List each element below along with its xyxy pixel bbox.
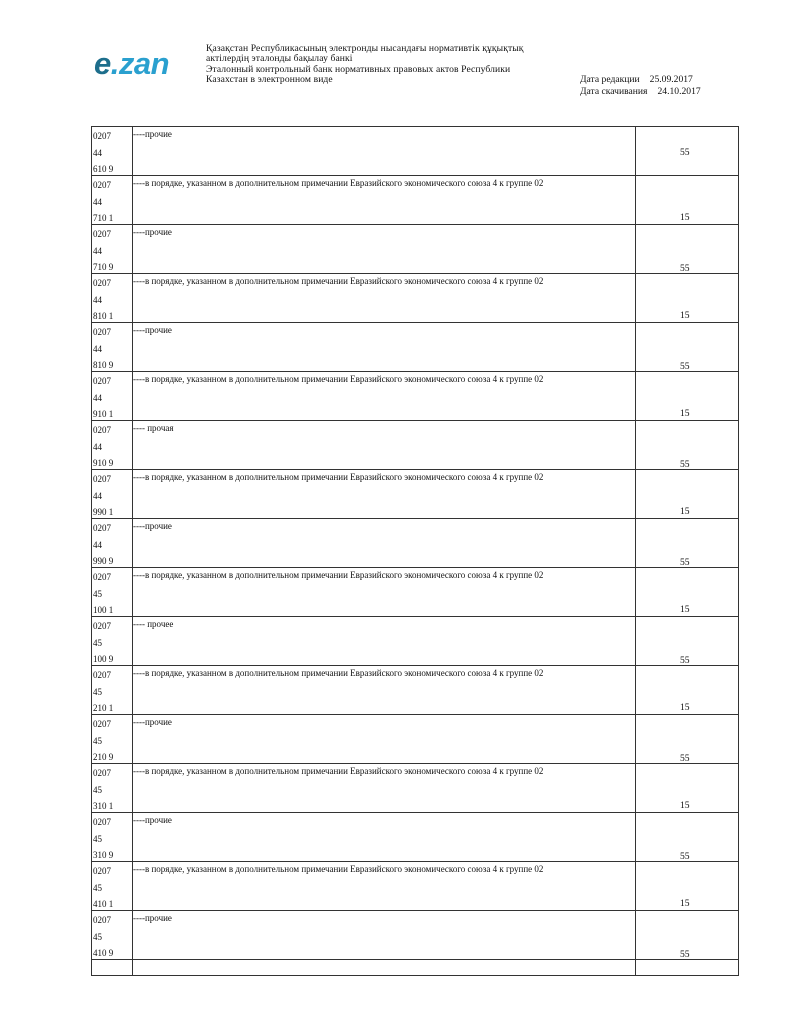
table-row xyxy=(92,176,738,225)
code-part: 0207 xyxy=(93,425,111,435)
rate-cell xyxy=(636,666,738,714)
code-part: 0207 xyxy=(93,768,111,778)
header-title-block xyxy=(206,44,566,86)
rate-value: 55 xyxy=(680,557,690,568)
description-cell: ----прочие xyxy=(133,519,636,567)
tariff-table xyxy=(91,126,739,976)
code-cell xyxy=(92,323,133,371)
description-cell: ----прочие xyxy=(133,715,636,763)
description-cell: ----прочие xyxy=(133,323,636,371)
code-part: 44 xyxy=(93,539,102,550)
table-row xyxy=(92,666,738,715)
rate-cell xyxy=(636,911,738,959)
rate-cell xyxy=(636,421,738,469)
table-row xyxy=(92,127,738,176)
description-cell: ----прочие xyxy=(133,813,636,861)
description-cell: ----в порядке, указанном в дополнительном примечании Евразийского экономического союза 4 к группе 02 xyxy=(133,764,636,812)
empty-cell xyxy=(92,960,133,975)
description-cell: ----в порядке, указанном в дополнительном примечании Евразийского экономического союза 4 к группе 02 xyxy=(133,372,636,420)
code-part: 0207 xyxy=(93,278,111,288)
description-cell: ----прочие xyxy=(133,225,636,273)
code-part: 45 xyxy=(93,931,102,942)
code-part: 910 9 xyxy=(93,458,114,468)
code-part: 0207 xyxy=(93,719,111,729)
description-cell: ----в порядке, указанном в дополнительном примечании Евразийского экономического союза 4 к группе 02 xyxy=(133,176,636,224)
code-part: 610 9 xyxy=(93,164,114,174)
code-cell xyxy=(92,421,133,469)
code-part: 0207 xyxy=(93,474,111,484)
rate-value: 55 xyxy=(680,263,690,274)
code-cell xyxy=(92,666,133,714)
rate-cell xyxy=(636,617,738,665)
code-cell xyxy=(92,176,133,224)
rate-value: 55 xyxy=(680,655,690,666)
header-line: Қазақстан Республикасының электронды нысандағы нормативтік құқықтық xyxy=(206,43,524,54)
code-part: 910 1 xyxy=(93,409,114,419)
code-part: 0207 xyxy=(93,670,111,680)
code-part: 810 1 xyxy=(93,311,114,321)
code-part: 45 xyxy=(93,784,102,795)
code-cell xyxy=(92,911,133,959)
code-part: 310 1 xyxy=(93,801,114,811)
header-line: актілердің эталонды бақылау банкі xyxy=(206,53,353,65)
code-part: 45 xyxy=(93,735,102,746)
code-part: 210 9 xyxy=(93,752,114,762)
description-cell: ---- прочее xyxy=(133,617,636,665)
rate-value: 15 xyxy=(680,898,690,909)
code-cell xyxy=(92,225,133,273)
rate-cell xyxy=(636,715,738,763)
table-row xyxy=(92,225,738,274)
table-row xyxy=(92,715,738,764)
code-cell xyxy=(92,617,133,665)
download-date-label: Дата скачивания xyxy=(580,86,648,97)
download-date-value: 24.10.2017 xyxy=(657,86,701,97)
code-part: 0207 xyxy=(93,131,111,141)
code-part: 0207 xyxy=(93,866,111,876)
code-cell xyxy=(92,519,133,567)
rate-value: 55 xyxy=(680,851,690,862)
rate-value: 15 xyxy=(680,408,690,419)
code-part: 710 9 xyxy=(93,262,114,272)
code-part: 44 xyxy=(93,196,102,207)
code-part: 45 xyxy=(93,588,102,599)
code-part: 0207 xyxy=(93,376,111,386)
code-part: 0207 xyxy=(93,572,111,582)
rate-cell xyxy=(636,519,738,567)
table-row xyxy=(92,813,738,862)
rate-cell xyxy=(636,225,738,273)
code-part: 0207 xyxy=(93,523,111,533)
rate-cell xyxy=(636,568,738,616)
rate-value: 15 xyxy=(680,604,690,615)
code-part: 44 xyxy=(93,245,102,256)
rate-value: 55 xyxy=(680,361,690,372)
rate-cell xyxy=(636,323,738,371)
edit-date-value: 25.09.2017 xyxy=(649,74,693,85)
code-part: 44 xyxy=(93,294,102,305)
rate-value: 55 xyxy=(680,459,690,470)
rate-value: 55 xyxy=(680,949,690,960)
code-cell xyxy=(92,764,133,812)
code-part: 0207 xyxy=(93,180,111,190)
code-cell xyxy=(92,470,133,518)
code-cell xyxy=(92,568,133,616)
code-part: 45 xyxy=(93,637,102,648)
logo-e: e xyxy=(94,46,111,81)
description-cell: ----в порядке, указанном в дополнительном примечании Евразийского экономического союза 4 к группе 02 xyxy=(133,274,636,322)
rate-value: 55 xyxy=(680,147,690,158)
description-cell: ----в порядке, указанном в дополнительном примечании Евразийского экономического союза 4 к группе 02 xyxy=(133,862,636,910)
code-part: 0207 xyxy=(93,621,111,631)
code-part: 0207 xyxy=(93,229,111,239)
table-row xyxy=(92,568,738,617)
rate-cell xyxy=(636,372,738,420)
code-part: 210 1 xyxy=(93,703,114,713)
rate-cell xyxy=(636,862,738,910)
table-row xyxy=(92,372,738,421)
code-cell xyxy=(92,127,133,175)
table-row xyxy=(92,911,738,960)
code-part: 810 9 xyxy=(93,360,114,370)
rate-cell xyxy=(636,176,738,224)
description-cell: ---- прочая xyxy=(133,421,636,469)
code-part: 45 xyxy=(93,882,102,893)
header-dates xyxy=(580,74,701,98)
code-part: 44 xyxy=(93,147,102,158)
code-part: 45 xyxy=(93,833,102,844)
code-part: 410 9 xyxy=(93,948,114,958)
code-part: 0207 xyxy=(93,327,111,337)
code-part: 100 1 xyxy=(93,605,114,615)
code-part: 410 1 xyxy=(93,899,114,909)
logo-zan: zan xyxy=(118,46,170,81)
rate-cell xyxy=(636,127,738,175)
code-cell xyxy=(92,715,133,763)
code-part: 990 9 xyxy=(93,556,114,566)
rate-value: 15 xyxy=(680,212,690,223)
table-row xyxy=(92,764,738,813)
description-cell: ----прочие xyxy=(133,127,636,175)
rate-value: 55 xyxy=(680,753,690,764)
table-row xyxy=(92,519,738,568)
description-cell: ----прочие xyxy=(133,911,636,959)
code-cell xyxy=(92,274,133,322)
code-part: 44 xyxy=(93,441,102,452)
code-part: 45 xyxy=(93,686,102,697)
logo-dot: . xyxy=(110,46,119,81)
description-cell: ----в порядке, указанном в дополнительном примечании Евразийского экономического союза 4 к группе 02 xyxy=(133,470,636,518)
code-part: 100 9 xyxy=(93,654,114,664)
rate-cell xyxy=(636,470,738,518)
code-part: 44 xyxy=(93,490,102,501)
code-cell xyxy=(92,813,133,861)
ezan-logo xyxy=(94,48,169,79)
rate-value: 15 xyxy=(680,800,690,811)
code-part: 0207 xyxy=(93,915,111,925)
empty-cell xyxy=(636,960,738,975)
description-cell: ----в порядке, указанном в дополнительном примечании Евразийского экономического союза 4 к группе 02 xyxy=(133,666,636,714)
table-row-empty xyxy=(92,960,738,976)
code-cell xyxy=(92,862,133,910)
table-row xyxy=(92,323,738,372)
empty-cell xyxy=(133,960,636,975)
code-cell xyxy=(92,372,133,420)
table-row xyxy=(92,862,738,911)
code-part: 710 1 xyxy=(93,213,114,223)
table-row xyxy=(92,617,738,666)
table-row xyxy=(92,421,738,470)
header-line: Эталонный контрольный банк нормативных правовых актов Республики xyxy=(206,63,511,75)
code-part: 990 1 xyxy=(93,507,114,517)
rate-cell xyxy=(636,813,738,861)
rate-value: 15 xyxy=(680,702,690,713)
header-line: Казахстан в электронном виде xyxy=(206,74,333,86)
code-part: 44 xyxy=(93,392,102,403)
description-cell: ----в порядке, указанном в дополнительном примечании Евразийского экономического союза 4 к группе 02 xyxy=(133,568,636,616)
code-part: 310 9 xyxy=(93,850,114,860)
table-row xyxy=(92,470,738,519)
rate-cell xyxy=(636,274,738,322)
table-row xyxy=(92,274,738,323)
code-part: 0207 xyxy=(93,817,111,827)
code-part: 44 xyxy=(93,343,102,354)
rate-cell xyxy=(636,764,738,812)
edit-date-label: Дата редакции xyxy=(580,74,640,85)
rate-value: 15 xyxy=(680,506,690,517)
rate-value: 15 xyxy=(680,310,690,321)
